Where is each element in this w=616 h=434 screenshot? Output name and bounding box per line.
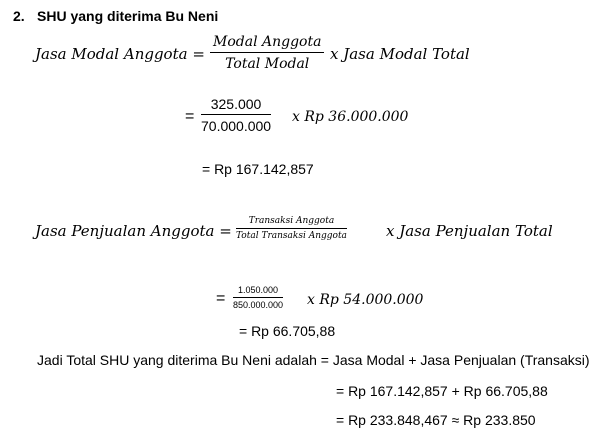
jasa-modal-step1-numerator: 325.000: [210, 96, 262, 112]
jasa-modal-step1-denominator: 70.000.000: [201, 118, 272, 134]
total-line-2: = Rp 167.142,857 + Rp 66.705,88: [336, 383, 548, 399]
jasa-modal-lhs: Jasa Modal Anggota =: [35, 45, 205, 63]
jasa-modal-step1-fraction: [201, 96, 271, 134]
total-line-3: = Rp 233.848,467 ≈ Rp 233.850: [336, 412, 536, 428]
section-number: 2.: [13, 8, 25, 24]
jasa-penjualan-step1-rhs: [307, 291, 423, 308]
jasa-penjualan-step1-denominator: 850.000.000: [233, 300, 284, 310]
jasa-modal-denominator: Total Modal: [225, 56, 310, 72]
jasa-penjualan-step1-fraction: [233, 285, 283, 310]
jasa-modal-numerator: Modal Anggota: [213, 34, 322, 50]
jasa-penjualan-fraction: [236, 216, 347, 241]
jasa-modal-fraction: [210, 34, 324, 72]
jasa-penjualan-step1-rhs-text: x Rp 54.000.000: [307, 292, 424, 308]
jasa-penjualan-numerator: Transaksi Anggota: [248, 216, 335, 226]
jasa-penjualan-step1-equals: =: [216, 290, 226, 307]
jasa-penjualan-result: = Rp 66.705,88: [239, 323, 336, 339]
jasa-modal-result: = Rp 167.142,857: [202, 161, 314, 177]
jasa-penjualan-lhs: Jasa Penjualan Anggota =: [35, 222, 232, 240]
jasa-modal-step1-equals: =: [185, 108, 195, 125]
jasa-penjualan-denominator: Total Transaksi Anggota: [236, 231, 347, 241]
jasa-modal-step1-rhs-text: x Rp 36.000.000: [292, 109, 409, 125]
jasa-penjualan-rhs: x Jasa Penjualan Total: [386, 222, 553, 240]
jasa-penjualan-step1-numerator: 1.050.000: [238, 285, 279, 295]
total-statement: Jadi Total SHU yang diterima Bu Neni adalah = Jasa Modal + Jasa Penjualan (Transaksi): [37, 352, 590, 368]
section-title: SHU yang diterima Bu Neni: [37, 8, 219, 24]
jasa-modal-step1-rhs: [292, 108, 408, 125]
jasa-modal-rhs: x Jasa Modal Total: [330, 45, 470, 63]
